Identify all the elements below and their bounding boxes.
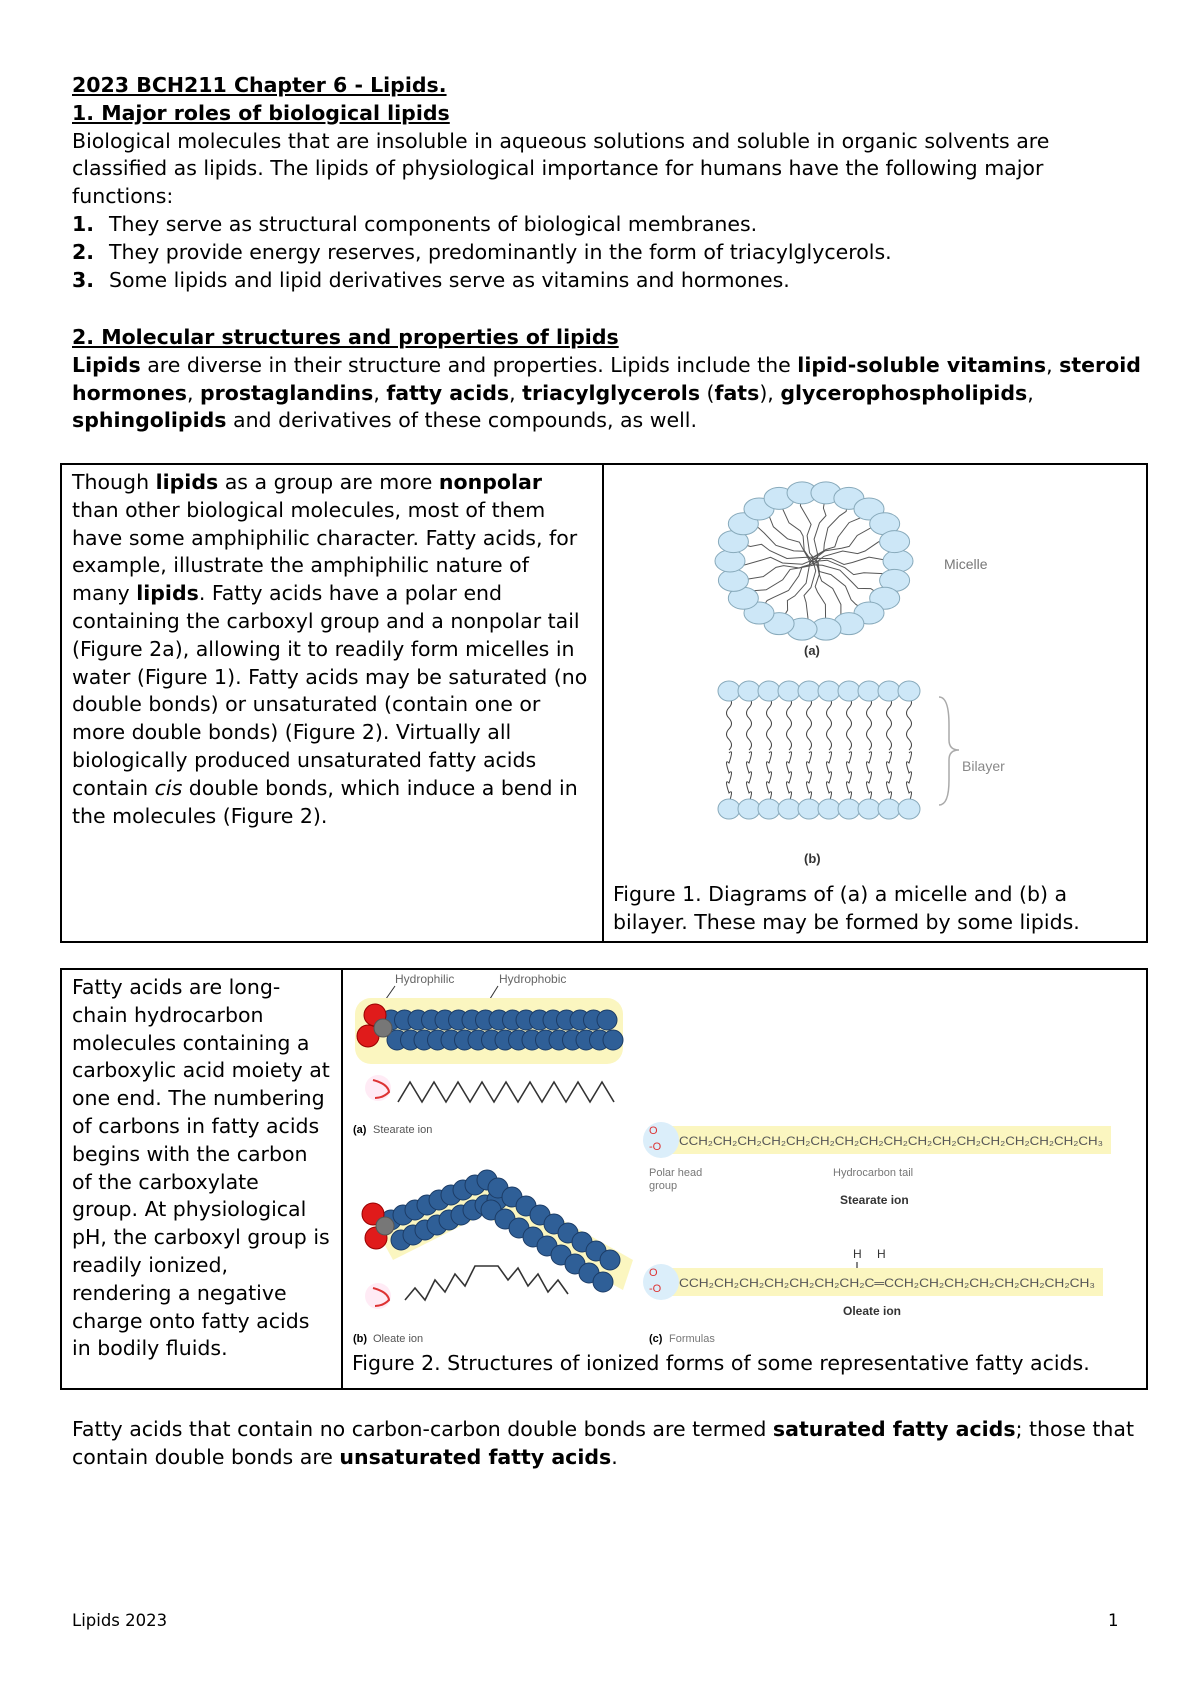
bilayer-head bbox=[738, 799, 760, 819]
term-cis: cis bbox=[154, 775, 183, 800]
box-fatty-acids bbox=[60, 968, 1148, 1390]
stearate-oxygen-glyph: -O bbox=[649, 1141, 662, 1153]
page-footer: Lipids 2023 bbox=[72, 1611, 168, 1630]
bilayer-head bbox=[878, 799, 900, 819]
bilayer-head bbox=[798, 799, 820, 819]
oleate-zigzag bbox=[405, 1266, 568, 1300]
bilayer-tail bbox=[887, 697, 892, 750]
bilayer-head bbox=[838, 799, 860, 819]
section2-block bbox=[72, 324, 1152, 435]
bilayer-head bbox=[818, 799, 840, 819]
polar-head-label: Polar head bbox=[649, 1167, 703, 1179]
text-run: . Fatty acids have a polar end containing the carboxyl group and a nonpolar tail (Figure 2a), allowing it to readily form micelles in water (Figure 1). Fatty acids may be saturated (no double bonds) or unsaturated (contain one or more double bonds) (Figure 2). Virtually all biologically produced unsaturated fatty acids contain bbox=[72, 581, 588, 800]
bilayer-tail bbox=[867, 697, 872, 750]
stearate-oxygen-glyph: O bbox=[649, 1125, 658, 1137]
hydrophilic-label: Hydrophilic bbox=[395, 972, 455, 986]
stearate-formula: CCH₂CH₂CH₂CH₂CH₂CH₂CH₂CH₂CH₂CH₂CH₂CH₂CH₂CH₂CH₂CH₂CH₃ bbox=[679, 1134, 1104, 1148]
text-run: , bbox=[1046, 352, 1060, 377]
bilayer-head bbox=[778, 681, 800, 701]
text-run: , bbox=[1027, 380, 1034, 405]
page-number: 1 bbox=[1108, 1611, 1119, 1630]
bilayer-head bbox=[838, 681, 860, 701]
bilayer-tail bbox=[747, 697, 752, 750]
text-run: Though bbox=[72, 470, 156, 494]
list-text: Some lipids and lipid derivatives serve as vitamins and hormones. bbox=[109, 267, 790, 292]
bilayer-tail bbox=[807, 697, 812, 750]
bilayer-tail bbox=[847, 697, 852, 750]
bilayer-tail bbox=[907, 697, 912, 750]
oleate-ion-label: Oleate ion bbox=[843, 1304, 902, 1318]
box1-figure-cell bbox=[603, 464, 1147, 942]
term: glycerophospholipids bbox=[780, 380, 1028, 405]
oleate-oxygen-glyph: O bbox=[649, 1267, 658, 1279]
hydrophobic-label: Hydrophobic bbox=[499, 972, 567, 986]
term: fats bbox=[714, 380, 760, 405]
fig2-a-label: Stearate ion bbox=[373, 1124, 433, 1136]
list-number: 2. bbox=[72, 239, 95, 264]
bilayer-tail bbox=[867, 752, 872, 803]
bilayer-label: Bilayer bbox=[962, 758, 1005, 774]
bilayer-tail bbox=[887, 752, 892, 803]
box2-paragraph: Fatty acids are long-chain hydrocarbon molecules containing a carboxylic acid moiety at one end. The numbering of carbons in fatty acids begins with the carbon of the carboxylate group. At physiological pH, the carboxyl group is readily ionized, rendering a negative charge onto fatty acids in bodily fluids. bbox=[72, 975, 330, 1361]
section1-intro: Biological molecules that are insoluble in aqueous solutions and soluble in organic solvents are classified as lipids. The lipids of physiological importance for humans have the following major functions: bbox=[72, 128, 1050, 209]
bilayer-head bbox=[898, 799, 920, 819]
text-run: as a group are more bbox=[218, 470, 439, 494]
bilayer-tail bbox=[907, 752, 912, 803]
bilayer-head bbox=[758, 799, 780, 819]
micelle-head bbox=[715, 550, 745, 572]
term: lipid-soluble vitamins bbox=[797, 352, 1047, 377]
bilayer-head bbox=[758, 681, 780, 701]
term-unsaturated: unsaturated fatty acids bbox=[339, 1444, 612, 1469]
bilayer-tail bbox=[827, 752, 832, 803]
micelle-label: Micelle bbox=[944, 556, 988, 572]
text-run: Fatty acids that contain no carbon-carbon double bonds are termed bbox=[72, 1417, 773, 1441]
carboxyl-carbon bbox=[376, 1217, 394, 1235]
fig2-b-letter: (b) bbox=[353, 1333, 368, 1345]
bilayer-head bbox=[878, 681, 900, 701]
box2-text-cell bbox=[61, 969, 342, 1389]
list-text: They serve as structural components of biological membranes. bbox=[109, 211, 758, 236]
bilayer-head bbox=[798, 681, 820, 701]
term: lipids bbox=[155, 470, 219, 494]
stearate-ion-label: Stearate ion bbox=[840, 1193, 909, 1207]
bilayer-tail bbox=[827, 697, 832, 750]
figure1-caption: Figure 1. Diagrams of (a) a micelle and (b) a bilayer. These may be formed by some lipids. bbox=[613, 882, 1080, 934]
figure1-micelle-bilayer bbox=[604, 465, 1146, 941]
text-run: double bonds, which induce a bend in the molecules (Figure 2). bbox=[72, 775, 578, 828]
bilayer-tail bbox=[747, 752, 752, 803]
bilayer-head bbox=[718, 799, 740, 819]
micelle-head bbox=[718, 569, 748, 591]
micelle-head bbox=[883, 550, 913, 572]
carbon-atom bbox=[600, 1250, 620, 1270]
text-run: ( bbox=[700, 380, 715, 405]
oleate-head-glyph bbox=[365, 1283, 391, 1309]
term: lipids bbox=[136, 581, 199, 606]
list-number: 1. bbox=[72, 211, 95, 236]
carbon-atom bbox=[603, 1030, 623, 1050]
list-item bbox=[72, 239, 1152, 267]
text-run: ), bbox=[759, 380, 781, 405]
bilayer-tail bbox=[787, 752, 792, 803]
text-run: and derivatives of these compounds, as well. bbox=[226, 408, 698, 433]
bilayer-head bbox=[718, 681, 740, 701]
term: fatty acids bbox=[386, 380, 510, 405]
list-item bbox=[72, 267, 1152, 295]
term: prostaglandins bbox=[199, 380, 374, 405]
bilayer-head bbox=[858, 799, 880, 819]
section2-heading: 2. Molecular structures and properties of lipids bbox=[72, 325, 619, 349]
term-lipids: Lipids bbox=[72, 352, 141, 377]
text-run: , bbox=[186, 380, 200, 405]
bilayer-tail bbox=[727, 752, 732, 803]
bilayer-head bbox=[818, 681, 840, 701]
box2-figure-cell bbox=[342, 969, 1147, 1389]
bilayer-tail bbox=[807, 752, 812, 803]
list-number: 3. bbox=[72, 267, 95, 292]
fig2-b-label: Oleate ion bbox=[373, 1333, 424, 1345]
figure1-a-label: (a) bbox=[804, 643, 820, 658]
list-text: They provide energy reserves, predominantly in the form of triacylglycerols. bbox=[109, 239, 892, 264]
header-block bbox=[72, 72, 1152, 294]
fig2-a-letter: (a) bbox=[353, 1124, 367, 1136]
bilayer-head bbox=[778, 799, 800, 819]
micelle-head bbox=[880, 531, 910, 553]
closing-paragraph bbox=[72, 1416, 1152, 1472]
bilayer-tail bbox=[787, 697, 792, 750]
box1-paragraph bbox=[62, 465, 602, 830]
box-amphiphilic bbox=[60, 463, 1148, 943]
section2-paragraph bbox=[72, 352, 1152, 435]
bilayer-tail bbox=[727, 697, 732, 750]
bilayer-bracket bbox=[939, 697, 959, 805]
text-run: , bbox=[509, 380, 523, 405]
bilayer-diagram bbox=[718, 681, 920, 819]
bilayer-head bbox=[858, 681, 880, 701]
term: steroid hormones bbox=[72, 352, 1141, 405]
figure2-fatty-acids bbox=[343, 970, 1146, 1388]
carboxyl-carbon bbox=[374, 1019, 392, 1037]
micelle-diagram bbox=[715, 482, 913, 640]
text-run: . bbox=[611, 1444, 618, 1469]
term-saturated: saturated fatty acids bbox=[772, 1417, 1016, 1441]
polar-head-group-label: group bbox=[649, 1180, 678, 1192]
text-run: ; those that contain double bonds are bbox=[72, 1417, 1134, 1469]
term: triacylglycerols bbox=[522, 380, 701, 405]
fig2-c-letter: (c) bbox=[649, 1333, 663, 1345]
figure1-b-label: (b) bbox=[804, 851, 821, 866]
bilayer-head bbox=[898, 681, 920, 701]
document-title: 2023 BCH211 Chapter 6 - Lipids. bbox=[72, 73, 447, 97]
figure2-caption: Figure 2. Structures of ionized forms of some representative fatty acids. bbox=[352, 1351, 1090, 1375]
carbon-atom bbox=[593, 1272, 613, 1292]
bilayer-head bbox=[738, 681, 760, 701]
double-bond-h2: H bbox=[877, 1247, 886, 1261]
hydrocarbon-tail-label: Hydrocarbon tail bbox=[833, 1167, 914, 1179]
bilayer-tail bbox=[767, 697, 772, 750]
list-item bbox=[72, 211, 1152, 239]
text-run: , bbox=[373, 380, 387, 405]
bilayer-tail bbox=[847, 752, 852, 803]
oleate-formula: CCH₂CH₂CH₂CH₂CH₂CH₂CH₂C═CCH₂CH₂CH₂CH₂CH₂CH₂CH₂CH₃ bbox=[679, 1276, 1096, 1290]
double-bond-h1: H bbox=[853, 1247, 862, 1261]
bilayer-tail bbox=[767, 752, 772, 803]
fig2-c-label: Formulas bbox=[669, 1333, 715, 1345]
oleate-oxygen-glyph: -O bbox=[649, 1283, 662, 1295]
text-run: are diverse in their structure and properties. Lipids include the bbox=[140, 352, 798, 377]
stearate-zigzag bbox=[398, 1082, 614, 1102]
term: nonpolar bbox=[438, 470, 542, 494]
section1-heading: 1. Major roles of biological lipids bbox=[72, 100, 450, 125]
term: sphingolipids bbox=[72, 408, 227, 433]
carbon-atom bbox=[597, 1010, 617, 1030]
box1-text-cell bbox=[61, 464, 603, 942]
stearate-head-glyph bbox=[365, 1075, 391, 1101]
roles-list bbox=[72, 211, 1152, 294]
text-run: than other biological molecules, most of them have some amphiphilic character. Fatty acids, for example, illustrate the amphiphilic nature of many bbox=[72, 497, 578, 606]
